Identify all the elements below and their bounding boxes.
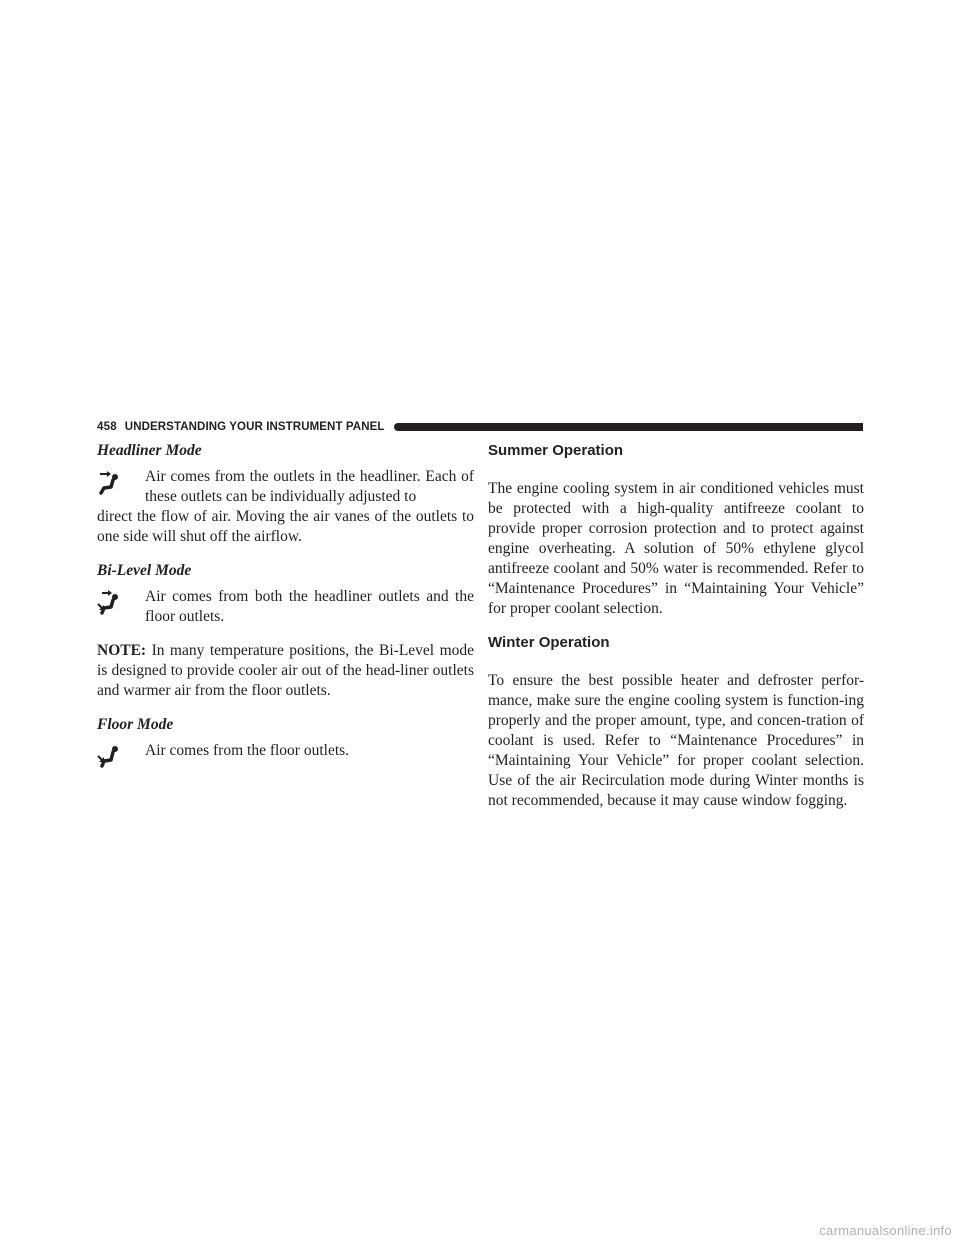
headliner-mode-icon <box>97 469 121 495</box>
winter-operation-heading: Winter Operation <box>488 634 610 651</box>
floor-mode-row <box>97 741 474 761</box>
winter-operation-text: To ensure the best possible heater and defroster perfor-mance, make sure the engine cooling system is function-ing properly and the proper amount, type, and concen-tration of coolant is used. Refer to “Maintenance Procedures” in “Maintaining Your Vehicle” for proper coolant selection. Use of the air Recirculation mode during Winter months is not recommended, because it may cause window fogging. <box>488 672 864 809</box>
bi-level-note <box>97 641 474 701</box>
bi-level-mode-text: Air comes from both the headliner outlets and the floor outlets. <box>145 588 474 625</box>
summer-operation-text: The engine cooling system in air conditioned vehicles must be protected with a high-quality antifreeze coolant to provide proper corrosion protection and to protect against engine overheating. A solution of 50% ethylene glycol antifreeze coolant and 50% water is recommended. Refer to “Maintenance Procedures” in “Maintaining Your Vehicle” for proper coolant selection. <box>488 480 864 617</box>
summer-operation-heading: Summer Operation <box>488 442 624 459</box>
bi-level-mode-heading: Bi-Level Mode <box>97 562 192 579</box>
bi-level-mode-icon <box>97 589 121 615</box>
chapter-title: UNDERSTANDING YOUR INSTRUMENT PANEL <box>124 421 385 433</box>
headliner-mode-row <box>97 467 474 507</box>
left-column <box>97 441 474 761</box>
floor-mode-text: Air comes from the floor outlets. <box>145 742 350 759</box>
floor-mode-heading: Floor Mode <box>97 716 174 733</box>
header-rule <box>394 423 864 431</box>
headliner-mode-text-continued: direct the flow of air. Moving the air vanes of the outlets to one side will shut off the airflow. <box>97 508 474 545</box>
floor-mode-icon <box>97 743 121 769</box>
page-header <box>97 418 863 436</box>
headliner-mode-text: Air comes from the outlets in the headliner. Each of these outlets can be individually adjusted to <box>145 468 474 505</box>
bi-level-mode-row <box>97 587 474 627</box>
page-number: 458 <box>97 421 117 433</box>
watermark: carmanualsonline.info <box>819 1223 952 1238</box>
headliner-mode-heading: Headliner Mode <box>97 442 202 459</box>
note-label: NOTE: <box>97 642 147 659</box>
note-text: In many temperature positions, the Bi-Level mode is designed to provide cooler air out of the head-liner outlets and warmer air from the floor outlets. <box>97 642 475 699</box>
right-column <box>488 441 864 811</box>
